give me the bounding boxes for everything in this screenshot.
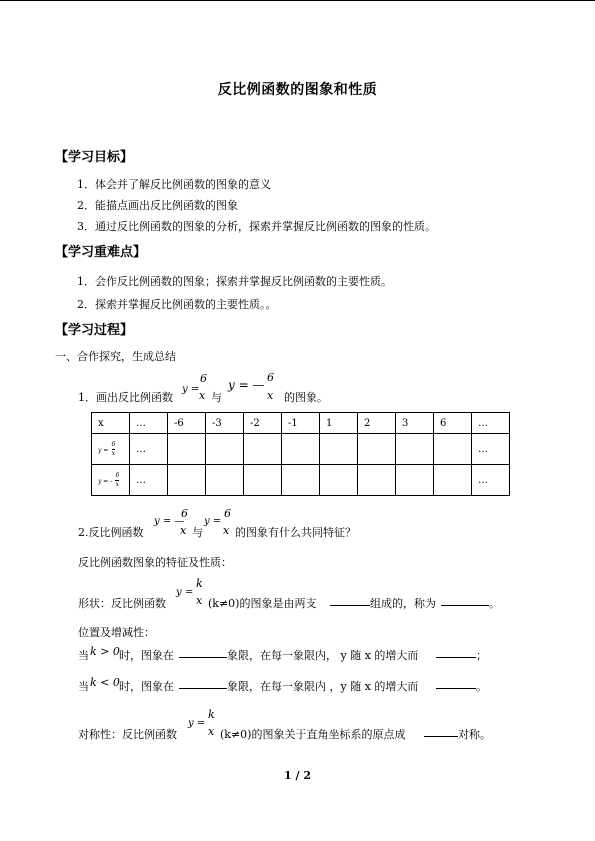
row2-label-den: x (115, 480, 120, 488)
table-cell (396, 465, 434, 496)
row1-label-den: x (111, 449, 116, 457)
part-1-heading: 一、合作探究，生成总结 (55, 350, 176, 363)
table-cell: 2 (358, 413, 396, 434)
case-negative (78, 678, 558, 694)
table-cell: … (472, 413, 510, 434)
table-cell: … (130, 434, 168, 465)
section-objectives: 【学习目标】 (55, 150, 134, 165)
q1-suffix: 的图象。 (284, 391, 328, 404)
table-cell: … (472, 434, 510, 465)
q2-suffix: 的图象有什么共同特征？ (235, 526, 356, 539)
table-row-negative (92, 465, 510, 496)
table-cell: x (92, 413, 130, 434)
table-cell: 6 (434, 413, 472, 434)
case2-b: 象限，在每一象限内 ，y 随 x 的增大而 (227, 680, 419, 693)
symmetry-cond: (k≠0)的图象关于直角坐标系的原点成 (220, 728, 406, 741)
symmetry-end: 对称。 (458, 728, 491, 741)
key-point-1: 1．会作反比例函数的图象；探索并掌握反比例函数的主要性质。 (77, 275, 392, 288)
shape-frac-y: y = (176, 587, 194, 598)
symmetry-line (78, 707, 558, 745)
table-cell (206, 434, 244, 465)
table-cell (358, 434, 396, 465)
table-cell: … (130, 413, 168, 434)
table-cell: 3 (396, 413, 434, 434)
frac2-y: y = — (228, 378, 265, 392)
table-cell (244, 465, 282, 496)
q2-frac2-den: x (223, 524, 230, 537)
sym-frac-den: x (208, 725, 215, 738)
case1-prefix: 当 (78, 649, 89, 662)
frac1-num: 6 (200, 372, 207, 385)
table-cell (282, 465, 320, 496)
objective-2: 2．能描点画出反比例函数的图象 (77, 199, 238, 212)
table-cell: … (130, 465, 168, 496)
shape-line (78, 575, 558, 611)
row-label-positive (92, 434, 130, 465)
table-cell (320, 434, 358, 465)
sym-frac-num: k (208, 708, 215, 721)
section-key-points: 【学习重难点】 (55, 245, 147, 260)
objective-1: 1．体会并了解反比例函数的图象的意义 (77, 178, 271, 191)
blank-symmetry-type[interactable] (424, 726, 458, 737)
table-cell (396, 434, 434, 465)
table-cell: -3 (206, 413, 244, 434)
table-cell: … (472, 465, 510, 496)
blank-quadrants-negative[interactable] (179, 678, 227, 689)
case1-b: 象限，在每一象限内， y 随 x 的增大而 (227, 649, 419, 662)
page-number: 1 / 2 (284, 769, 311, 782)
q2-mid: 与 (192, 526, 203, 539)
table-cell (168, 465, 206, 496)
case2-a: 时，图象在 (119, 680, 174, 693)
table-cell: 1 (320, 413, 358, 434)
table-cell: -6 (168, 413, 206, 434)
case-positive (78, 647, 558, 663)
symmetry-prefix: 对称性：反比例函数 (78, 728, 177, 741)
case1-end: ； (476, 649, 487, 662)
objective-3: 3．通过反比例函数的图象的分析，探索并掌握反比例函数的图象的性质。 (77, 220, 436, 233)
table-header-row (92, 413, 510, 434)
blank-branches[interactable] (330, 595, 370, 606)
row-label-negative (92, 465, 130, 496)
case1-cond: k > 0 (90, 645, 120, 658)
table-cell (320, 465, 358, 496)
table-cell (282, 434, 320, 465)
shape-prefix: 形状：反比例函数 (78, 597, 166, 610)
q2-prefix: 2.反比例函数 (78, 526, 144, 539)
q2-frac2-y: y = (204, 516, 222, 527)
table-cell (434, 465, 472, 496)
table-row-positive (92, 434, 510, 465)
table-cell (244, 434, 282, 465)
row2-label-num: 6 (115, 471, 120, 479)
frac2-num: 6 (267, 371, 274, 384)
shape-cond: (k≠0)的图象是由两支 (208, 597, 317, 610)
shape-end: 。 (489, 597, 500, 610)
section-process: 【学习过程】 (55, 323, 134, 338)
q1-mid: 与 (211, 391, 222, 404)
table-cell (206, 465, 244, 496)
case2-cond: k < 0 (90, 676, 120, 689)
shape-frac-den: x (196, 594, 203, 607)
blank-quadrants-positive[interactable] (179, 647, 227, 658)
q2-frac1-num: 6 (181, 507, 188, 520)
row2-label-y: y = - (98, 477, 113, 485)
frac2-den: x (267, 389, 274, 402)
q1-prefix: 1．画出反比例函数 (78, 391, 173, 404)
row2-label-frac (115, 472, 119, 489)
row1-label-y: y = (98, 446, 109, 454)
page-title: 反比例函数的图象和性质 (217, 82, 378, 98)
q2-frac2-num: 6 (224, 507, 231, 520)
monotone-title: 位置及增减性： (78, 626, 155, 639)
features-title: 反比例函数图象的特征及性质： (78, 556, 232, 569)
case2-end: 。 (476, 680, 487, 693)
case2-prefix: 当 (78, 680, 89, 693)
row1-label-frac (112, 441, 116, 458)
table-cell: -1 (282, 413, 320, 434)
case1-a: 时，图象在 (119, 649, 174, 662)
q2-frac1-den: x (180, 524, 187, 537)
blank-trend-negative[interactable] (436, 678, 476, 689)
table-cell: -2 (244, 413, 282, 434)
sym-frac-y: y = (188, 718, 206, 729)
frac1-y: y = (182, 384, 200, 395)
key-point-2: 2．探索并掌握反比例函数的主要性质。。 (77, 298, 277, 311)
table-cell (168, 434, 206, 465)
q2-frac1-y: y = — (154, 516, 185, 527)
value-table (91, 412, 510, 496)
frac1-den: x (199, 389, 206, 402)
blank-trend-positive[interactable] (436, 647, 476, 658)
shape-mid: 组成的，称为 (370, 597, 436, 610)
table-cell (358, 465, 396, 496)
blank-curve-name[interactable] (441, 595, 489, 606)
page-top-rule (0, 0, 595, 1)
table-cell (434, 434, 472, 465)
row1-label-num: 6 (111, 440, 116, 448)
shape-frac-num: k (196, 577, 203, 590)
